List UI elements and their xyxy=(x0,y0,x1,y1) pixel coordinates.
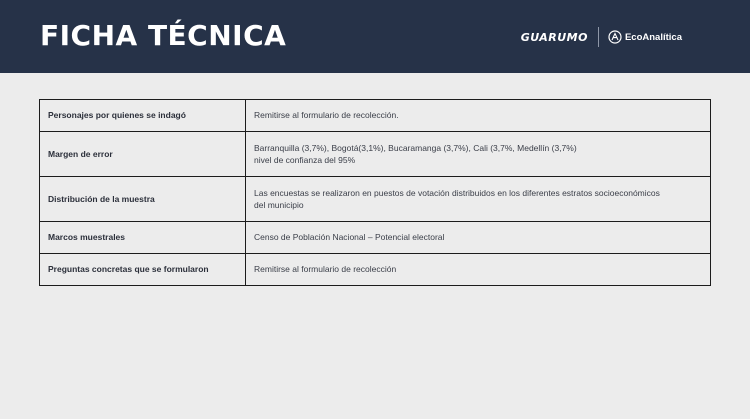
row-value xyxy=(246,132,711,177)
row-value-line: del municipio xyxy=(254,200,304,210)
ecoanalitica-logo xyxy=(608,30,682,44)
ecoanalitica-label: EcoAnalítica xyxy=(624,31,682,43)
row-value xyxy=(246,222,711,254)
page-title: FICHA TÉCNICA xyxy=(40,19,287,52)
row-value-line: Censo de Población Nacional – Potencial electoral xyxy=(254,232,445,243)
row-value-line: Barranquilla (3,7%), Bogotá(3,1%), Bucaramanga (3,7%), Cali (3,7%, Medellín (3,7%) xyxy=(254,142,577,153)
row-label: Distribución de la muestra xyxy=(40,177,246,222)
row-value-line: Las encuestas se realizaron en puestos de votación distribuidos en los diferentes estratos socioeconómicos xyxy=(254,187,660,198)
guarumo-logo: GUARUMO xyxy=(520,30,588,44)
row-value xyxy=(246,177,711,222)
table-row xyxy=(40,132,711,177)
table-row xyxy=(40,177,711,222)
row-value-line: nivel de confianza del 95% xyxy=(254,155,356,165)
technical-sheet-table xyxy=(39,99,711,286)
row-value xyxy=(246,100,711,132)
table-row xyxy=(40,222,711,254)
header-bar xyxy=(0,0,750,73)
logo-divider xyxy=(598,27,599,47)
row-label: Marcos muestrales xyxy=(40,222,246,254)
table-row xyxy=(40,254,711,286)
row-label: Margen de error xyxy=(40,132,246,177)
row-value-line: Remitirse al formulario de recolección. xyxy=(254,110,399,121)
table-row xyxy=(40,100,711,132)
logo-group xyxy=(521,26,682,48)
ecoanalitica-icon xyxy=(608,30,622,44)
row-label: Personajes por quienes se indagó xyxy=(40,100,246,132)
row-value xyxy=(246,254,711,286)
row-label: Preguntas concretas que se formularon xyxy=(40,254,246,286)
row-value-line: Remitirse al formulario de recolección xyxy=(254,264,397,275)
